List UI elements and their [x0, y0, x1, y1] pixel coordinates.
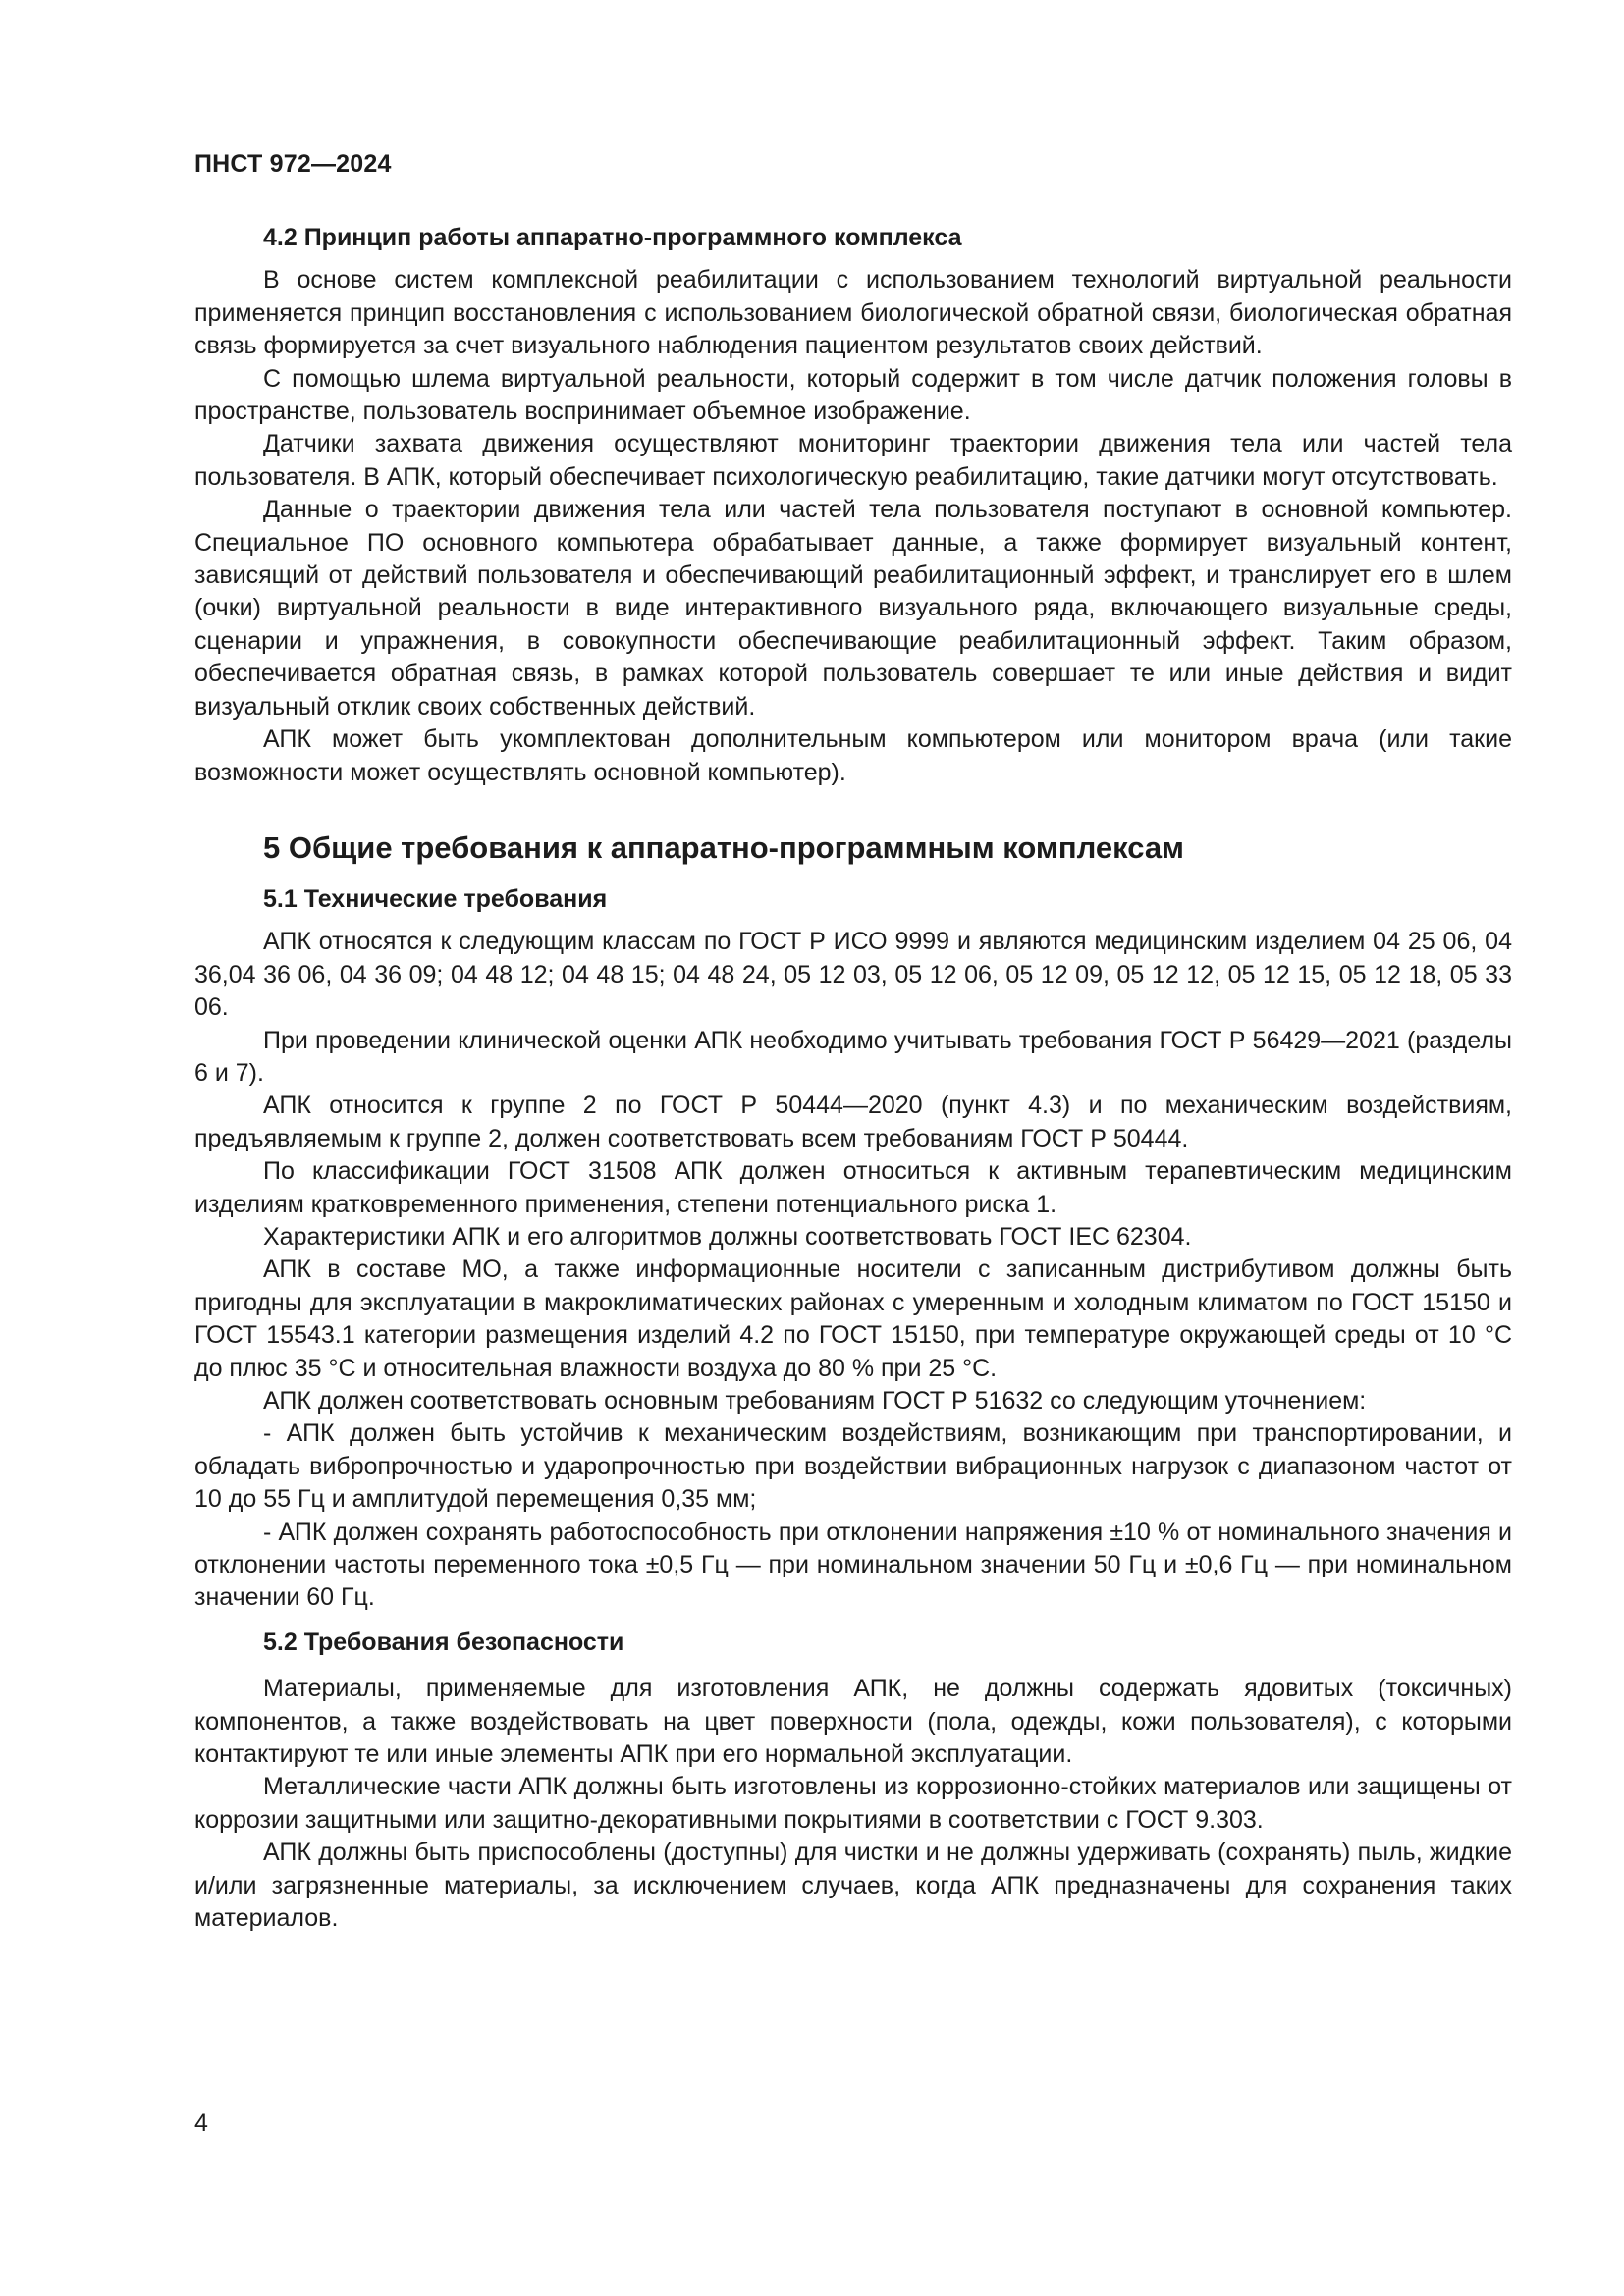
paragraph: АПК должен соответствовать основным требованиям ГОСТ Р 51632 со следующим уточнением: — [263, 1387, 1367, 1415]
paragraph: Материалы, применяемые для изготовления АПК, не должны содержать ядовитых (токсичных) компонентов, а также воздействовать на цвет поверхности (пола, одежды, кожи пользователя), с которыми контактируют те или иные элементы АПК при его нормальной эксплуатации. — [194, 1675, 1512, 1769]
paragraph: Характеристики АПК и его алгоритмов должны соответствовать ГОСТ IEC 62304. — [263, 1222, 1192, 1251]
list-item: - АПК должен сохранять работоспособность при отклонении напряжения ±10 % от номинального значения и отклонении частоты переменного тока ±0,5 Гц — при номинальном значении 50 Гц и ±0,6 Гц — при номинальном значении 60 Гц. — [194, 1518, 1512, 1612]
paragraph: Металлические части АПК должны быть изготовлены из коррозионно-стойких материалов или защищены от коррозии защитными или защитно-декоративными покрытиями в соответствии с ГОСТ 9.303. — [194, 1773, 1512, 1834]
paragraph: С помощью шлема виртуальной реальности, который содержит в том числе датчик положения головы в пространстве, пользователь воспринимает объемное изображение. — [194, 364, 1512, 426]
paragraph: АПК должны быть приспособлены (доступны) для чистки и не должны удерживать (сохранять) пыль, жидкие и/или загрязненные материалы, за исключением случаев, когда АПК предназначены для сохранения таких материалов. — [194, 1839, 1512, 1933]
section-5-heading: 5 Общие требования к аппаратно-программным комплексам — [263, 829, 1184, 865]
page-number: 4 — [194, 2109, 208, 2137]
section-5-1-heading: 5.1 Технические требования — [263, 884, 608, 913]
paragraph: В основе систем комплексной реабилитации с использованием технологий виртуальной реальности применяется принцип восстановления с использованием биологической обратной связи, биологическая обратная связь формируется за счет визуального наблюдения пациентом результатов своих действий. — [194, 266, 1512, 360]
paragraph: При проведении клинической оценки АПК необходимо учитывать требования ГОСТ Р 56429—2021 (разделы 6 и 7). — [194, 1026, 1512, 1087]
paragraph: АПК относится к группе 2 по ГОСТ Р 50444—2020 (пункт 4.3) и по механическим воздействиям, предъявляемым к группе 2, должен соответствовать всем требованиям ГОСТ Р 50444. — [194, 1092, 1512, 1152]
paragraph: Датчики захвата движения осуществляют мониторинг траектории движения тела или частей тела пользователя. В АПК, который обеспечивает психологическую реабилитацию, такие датчики могут отсутствовать. — [194, 430, 1512, 491]
section-5-2-heading: 5.2 Требования безопасности — [263, 1628, 624, 1656]
document-body — [194, 222, 1512, 1936]
paragraph: АПК относятся к следующим классам по ГОСТ Р ИСО 9999 и являются медицинским изделием 04 25 06, 04 36,04 36 06, 04 36 09; 04 48 12; 04 48 15; 04 48 24, 05 12 03, 05 12 06, 05 12 09, 05 12 12, 05 12 15, 05 12 18, 05 33 06. — [194, 928, 1512, 1022]
section-4-2-heading: 4.2 Принцип работы аппаратно-программного комплекса — [263, 224, 962, 251]
list-item: - АПК должен быть устойчив к механическим воздействиям, возникающим при транспортировании, и обладать вибропрочностью и ударопрочностью при воздействии вибрационных нагрузок с диапазоном частот от 10 до 55 Гц и амплитудой перемещения 0,35 мм; — [194, 1419, 1512, 1514]
paragraph: По классификации ГОСТ 31508 АПК должен относиться к активным терапевтическим медицинским изделиям кратковременного применения, степени потенциального риска 1. — [194, 1157, 1512, 1218]
document-code: ПНСТ 972—2024 — [194, 150, 392, 178]
paragraph: АПК может быть укомплектован дополнительным компьютером или монитором врача (или такие возможности может осуществлять основной компьютер). — [194, 725, 1512, 786]
paragraph: Данные о траектории движения тела или частей тела пользователя поступают в основной компьютер. Специальное ПО основного компьютера обрабатывает данные, а также формирует визуальный контент, зависящий от действий пользователя и обеспечивающий реабилитационный эффект, и транслирует его в шлем (очки) виртуальной реальности в виде интерактивного визуального ряда, включающего визуальные среды, сценарии и упражнения, в совокупности обеспечивающие реабилитационный эффект. Таким образом, обеспечивается обратная связь, в рамках которой пользователь совершает те или иные действия и видит визуальный отклик своих собственных действий. — [194, 496, 1512, 721]
paragraph: АПК в составе МО, а также информационные носители с записанным дистрибутивом должны быть пригодны для эксплуатации в макроклиматических районах с умеренным и холодным климатом по ГОСТ 15150 и ГОСТ 15543.1 категории размещения изделий 4.2 по ГОСТ 15150, при температуре окружающей среды от 10 °С до плюс 35 °С и относительная влажности воздуха до 80 % при 25 °С. — [194, 1255, 1512, 1382]
